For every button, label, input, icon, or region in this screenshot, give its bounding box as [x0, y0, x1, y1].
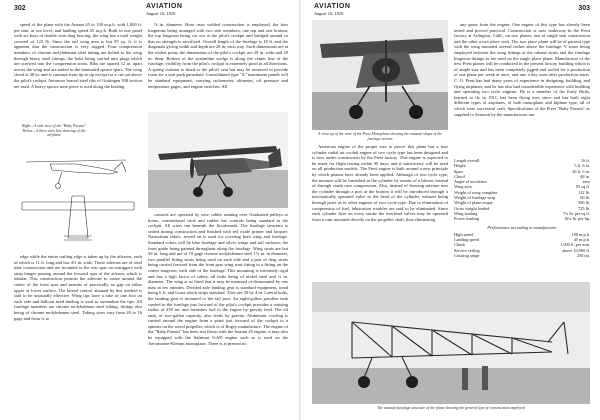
- left-page: [0, 0, 298, 420]
- spec-value: 390 lb.: [578, 200, 590, 206]
- left-header: [14, 3, 284, 17]
- left-figure-caption: Right—A side view of the "Baby Pursuit" Below—A three view line drawing of the airplane: [22, 124, 86, 138]
- spec-label: Angle of incidence: [454, 179, 487, 185]
- right-col2: [454, 22, 590, 156]
- side-view-photo-svg: [148, 112, 288, 208]
- spec-label: Weight of fuselage strip: [454, 195, 496, 201]
- three-view-drawing-svg: [14, 140, 142, 250]
- right-issue-date: August 16, 1926: [314, 11, 344, 16]
- spec-label: Power loading: [454, 216, 479, 222]
- spec-label: Wing area: [454, 184, 472, 190]
- right-col2-paragraph: any gears from the engine. One engine of this type has already been tested and proved practical. Construction is now underway in the Prest factory at Arlington, Calif., on two planes, one of single seat construction and the other a two place craft. The two place plane will be of parasol type with the wing mounted several inches above the fuselage. V struts being employed between the wing fittings at the cabane struts and the fuselage longeron fittings as are used on the single place plane. Manufacture of the new Prest planes will be conducted in the present factory building which is of ample size and has been completely jigged and tooled for a production of one plane per week at once, and one a day soon after production starts. C. O. Prest has had many years of experience in designing, building, and flying airplanes, and he has also had considerable experience with building and operating two cycle engines. He is a member of the Early Birds, learned to fly in 1911, has been flying ever since and has built eight different types of airplanes, of both monoplane and biplane type, all of which were successful craft. Specifications of the Prest "Baby Pursuit" as supplied to Aviation by the manufacturer are:: [454, 22, 590, 117]
- spec-value: 725 lb.: [578, 205, 590, 211]
- spec-rows: [454, 158, 590, 222]
- spec-value: 26 ft. 6 in.: [572, 168, 590, 174]
- right-magazine-title: AVIATION: [314, 3, 351, 10]
- nose-closeup-photo: [312, 20, 448, 130]
- spec-value: zero: [582, 179, 590, 185]
- side-view-photo: [148, 112, 288, 208]
- left-col1-top-paragraph: speed of the plane with the Anzani 45 to 100 m.p.h. with 1,000 ft. per min. at sea level, and landing speed 45 m.p.h. Built in one panel with six bays of double wire drag bracing, the wing has a total weight covered of 122 lb. Since the tail wing area is but 95 sq. ft. it is apparent that the construction is very rugged. Four compression members of chrome molybdenum steel tubing are bolted to the wing through heavy steel fittings, the bolts being carried into plugs which are screwed into the compression struts. Ribs are spaced 12 in. apart across the wing and are nailed to the laminated spruce spars. The wing chord is 48 in. and is constant from tip to tip except for a cut out above the pilot's cockpit. Aeronose braced steel ribs of Gottingen 398 section are used. A heavy spruce nose piece is used along the leading: [14, 22, 142, 89]
- spec-value: 16¼ lb. per hp.: [563, 216, 590, 222]
- performance-value: above 10,000 ft.: [562, 247, 590, 253]
- performance-value: 1,000 ft. per min.: [560, 242, 590, 248]
- spec-value: 95 sq.ft.: [576, 184, 590, 190]
- performance-value: 45 m.p.h.: [573, 237, 590, 243]
- fuselage-photo-caption: The unusual fuselage structure of the plane showing the general type of construction employed: [377, 406, 525, 410]
- performance-row: [454, 253, 590, 258]
- right-col1: [312, 144, 448, 268]
- left-col2-top-paragraph: ⅞ in. diameter. Hose truss welded construction is employed, the four longerons being arranged with two side members, one top and one bottom, the top longeron being cut out at the pilot's cockpit and bridged around so that no strength is sacrificed. Overall length of the fuselage is 18 ft. and the diagonals giving width and depth are 28 in. each way. Such dimensions are at the widest point, the dimensions of the pilot's cockpit are 29 in. wide and 29 in. deep. Bottom of the streamline wedge is along the center line of the fuselage, visibility from the pilot's cockpit is extremely good in all directions. A spring cushion is fitted to the pilot's seat but may be removed to provide room for a seat pack parachute. Consolidated type "A" instrument panels will be standard equipment, carrying tachometer, altimeter, oil pressure and temperature gages, and engine switches. All: [148, 22, 288, 89]
- spec-value: 122 lb.: [578, 189, 590, 195]
- right-page: [302, 0, 600, 420]
- specifications-table: [454, 158, 590, 258]
- nose-closeup-photo-svg: [312, 20, 448, 130]
- performance-label: High speed: [454, 231, 474, 237]
- performance-value: 250 mi.: [576, 253, 590, 259]
- spec-row: [454, 216, 590, 221]
- spec-value: 48 in.: [580, 173, 590, 179]
- left-col2-top: [148, 22, 288, 110]
- spec-value: 60 lb.: [580, 195, 590, 201]
- nose-photo-caption: A close up of the nose of the Prest Monoplane showing the unusual shape of the fuselage section: [317, 132, 443, 141]
- left-magazine-title: AVIATION: [146, 3, 183, 10]
- performance-label: Landing speed: [454, 237, 480, 243]
- three-view-drawing: [14, 140, 142, 250]
- performance-label: Service ceiling: [454, 247, 480, 253]
- performance-rows: [454, 232, 590, 258]
- right-header: [312, 3, 590, 17]
- left-col2-bottom: [148, 212, 288, 414]
- page-gutter: [299, 0, 301, 420]
- spec-label: Wing loading: [454, 210, 478, 216]
- spec-label: Span: [454, 168, 463, 174]
- performance-value: 100 m.p.h.: [571, 231, 590, 237]
- left-col2-bottom-paragraph: controls are operated by wire cables running over Graduated pulleys to horns, conventional stick and rudder bar controls being standard in the cockpit. All wires run beneath the floorboards. The fuselage structure is sealed during construction and finished with red oxide primer and lacquer. Nasturtium fabric, sewed on is used for covering both wing and fuselage. Standard colors will be blue fuselage and silver wings and tail surfaces, the front guide being painted throughout along the fuselage. Wing struts are but 36 in. long and are of 18 gage chrome molybdenum steel 1⅛ in. in diameter, two parallel fitting struts being used on each side and a pair of drag struts being carried forward from the front spar wing strut fitting to a fitting on the center longeron, each side of the fuselage. This mounting is extremely rigid and has a high factor of safety, all bolts being of nickel steel and ¼ in. diameter. The wing is so fitted that it may be mounted or dismounted by one man in ten minutes. Divided axle landing gear is standard equipment, tread being 6 ft. and Grass shock strips standard. Tires are 20 by 4 in. Lateral bolts, the landing gear is mounted to the tail post. An eight-gallon gasoline tank carried in the fuselage just forward of the pilot's cockpit provides a cruising radius of 250 mi. and furnishes fuel to the engine by gravity feed. The oil tank, of two-gallon capacity, also feeds by gravity. Aluminum cowling is carried around the engine from a point just forward of the cockpit to a spinner on the wood propeller, which is of Bogey manufacture. The engine of the "Baby Pursuit" has been test flown with the Anzani 45 engine, it may also be equipped with the Salmson 9-AD engine such as is used on the Aeromarine-Klemm monoplane. There is at present no: [148, 212, 288, 346]
- left-issue-date: August 16, 1926: [146, 11, 176, 16]
- spec-label: Height: [454, 163, 466, 169]
- fuselage-structure-photo: [312, 282, 590, 404]
- spec-label: Weight of wing complete: [454, 189, 498, 195]
- right-col1-paragraph: American engine of the proper size to power this plane but a four cylinder radial air cooled engine of two cycle type has been designed and is now under construction by the Prest factory. This engine is expected to be ready for flight testing within 90 days, and if satisfactory will be used on all production models. The Prest engine is built around a new principle by which pistons have already been applied. Although of two cycle type, the mixture will be furnished to the cylinder by means of a blower instead of through crank case compression. Also, instead of drawing mixture into the cylinder through a port at the bottom it will be introduced through a mechanically operated valve in the head of the cylinder, exhaust being through ports as in other engines of two cycle type. Due to elimination of compression of fuel, lubrication troubles are said to be eliminated. Since each cylinder fires on every stroke the overhead valves may be operated from a cam mounted directly on the propeller shaft, thus eliminating: [312, 144, 448, 222]
- left-page-number: 302: [14, 5, 26, 12]
- left-col1-bottom-paragraph: edge while the entire trailing edge is taken up by the ailerons, each of which is 11 ft. long and has 4½ in. wide. These ailerons are of steel tube construction and are mounted to the rear spar on outriggers with strap hinges passing around the forward spar of the aileron, which is tubular. This construction permits the ailerons to rotate around the center of the front spar and permits of practically no gap on either upper or lower surface. The lateral control attained by this method is said to be unusually effective. Wing tips have a rake of one foot on each side and balloon tired landing is used to streamline the tips. All fuselage members are chrome molybdenum steel tubing, fittings also being of chrome molybdenum steel. Tubing sizes vary from 20 to 16 gage and from ¼ to: [14, 254, 142, 321]
- left-col1-top: [14, 22, 142, 124]
- spec-value: 5 ft. 6 in.: [574, 163, 590, 169]
- spec-value: 7¼ lb. per sq.ft.: [562, 210, 590, 216]
- spec-label: Length overall: [454, 158, 480, 163]
- spec-value: 16 ft.: [580, 158, 590, 163]
- left-col1-bottom: [14, 254, 142, 414]
- performance-title: Performance according to manufacturer: [487, 224, 557, 230]
- fuselage-structure-photo-svg: [312, 282, 590, 404]
- performance-label: Climb: [454, 242, 465, 248]
- spec-label: Weight of plane empty: [454, 200, 494, 206]
- performance-label: Cruising range: [454, 253, 480, 259]
- right-page-number: 303: [578, 5, 590, 12]
- spec-label: Gross weight loaded: [454, 205, 490, 211]
- spec-label: Chord: [454, 173, 465, 179]
